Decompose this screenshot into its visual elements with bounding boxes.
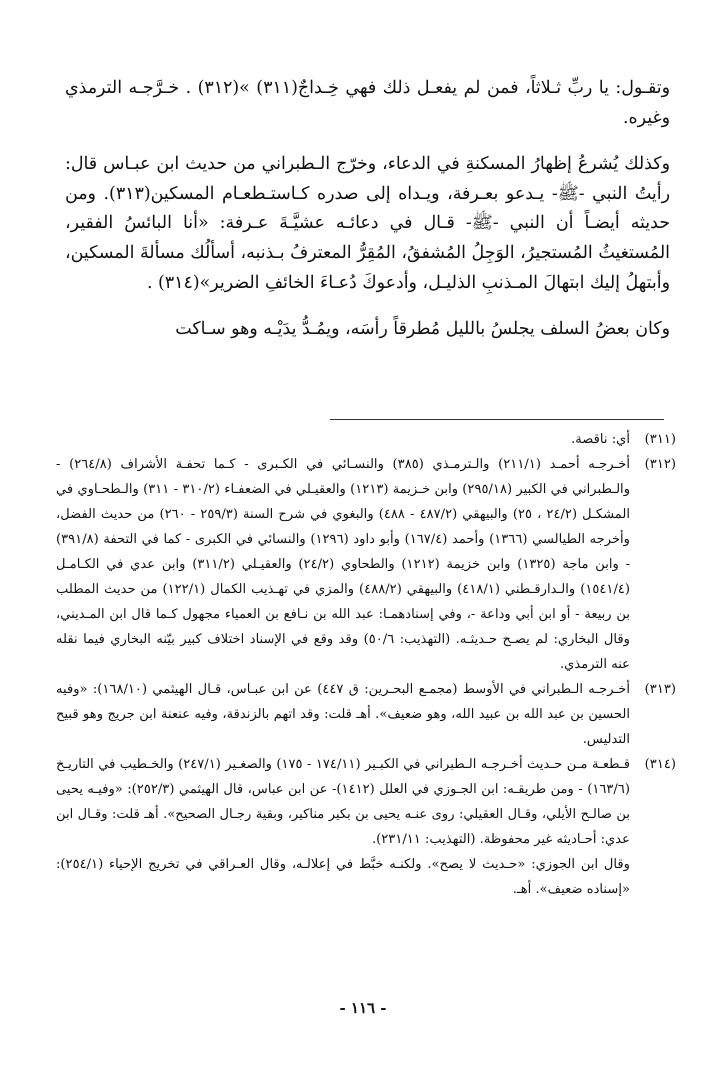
footnote-number: (٣١١) — [644, 432, 676, 447]
footnote-paragraph: قـطعـة مـن حـديث أخـرجـه الـطبراني في الكبـير (١٧٤/١١ - ١٧٥) والصغـير (٢٤٧/١) والخـطيب في التاريـخ (١٦٣/٦) - ومن طريقـه: ابن الجـوزي في العلل (١٤١٢)- عن ابن عباس، قال الهيثمي (٢٥٢/٣): «وفيـه يحيى بن صالـح الأيلي، وقـال العقيلي: روى عنـه يحيى بن بكير مناكير، وبقية رجـال الصحيح». أهـ قلت: وقـال ابن عدي: أحـاديثه غير محفوظة. (التهذيب: ٢٣١/١١). — [56, 757, 630, 847]
footnote-paragraph: وقال ابن الجوزي: «حـديث لا يصح». ولكنـه خبَّط في إعلالـه، وقال العـراقي في تخريج الإحياء (٢٥٤/١): «إسناده ضعيف». أهـ. — [56, 857, 630, 897]
footnote-number: (٣١٣) — [644, 682, 676, 697]
footnote-text — [56, 452, 630, 677]
footnote-paragraph: أخـرجـه أحمـد (٢١١/١) والـترمـذي (٣٨٥) والنسـائي في الكـبرى - كـما تحفـة الأشراف (٢٦٤/٨) - والـطبراني في الكبير (٢٩٥/١٨) وابن خـزيمة (١٢١٣) والعقيـلي في الضعفـاء (٣١٠/٢ - ٣١١) والـطحـاوي في المشكـل (٢٤/٢ ، ٢٥) والبيهقي (٤٨٧/٢ - ٤٨٨) والبغوي في شرح السنة (٢٥٩/٣ - ٢٦٠) من حديث الفضل، وأخرجه الطيالسي (١٣٦٦) وأحمد (١٦٧/٤) وأبو داود (١٢٩٦) والنسائي في الكبرى - كما في التحفة (٣٩١/٨) - وابن ماجة (١٣٢٥) وابن خزيمة (١٢١٢) والطحاوي (٢٤/٢) والعقيـلي (٣١١/٢) وابن عدي في الكـامـل (١٥٤١/٤) والـدارقـطني (٤١٨/١) والبيهقي (٤٨٨/٢) والمزي في تهـذيب الكمال (١٢٢/١) من حديث المطلب بن ربيعة - أو ابن أبي وداعة -، وفي إسنادهمـا: عبد الله بن نـافع بن العمياء مجهول كـما قال ابن المـديني، وقال البخاري: لم يصـح حـديثـه. (التهذيب: ٥٠/٦) وقد وقع في الإسناد اختلاف كبير بيّنه البخاري فيما نقله عنه الترمذي. — [56, 457, 631, 672]
main-text — [65, 74, 670, 345]
footnote-number: (٣١٢) — [644, 457, 676, 472]
footnote-text — [56, 677, 630, 752]
paragraph: وكان بعضُ السلف يجلسُ بالليل مُطرقاً رأسَه، ويمُـدُّ يدَيْـه وهو سـاكت — [175, 319, 670, 340]
footnote — [56, 452, 676, 677]
page-number: - ١١٦ - — [339, 999, 387, 1017]
footnote-separator — [330, 419, 664, 420]
footnote — [56, 427, 676, 452]
footnote-text — [56, 427, 630, 452]
footnote-number: (٣١٤) — [644, 757, 676, 772]
paragraph: وتقـول: يا ربِّ ثـلاثاً، فمن لم يفعـل ذلك فهي خِـداجٌ(٣١١) »(٣١٢) . خـرَّجـه الترمذي وغيره. — [65, 78, 670, 128]
footnote — [56, 752, 676, 902]
paragraph: وكذلك يُشرعُ إظهارُ المسكنةِ في الدعاء، وخرّج الـطبراني من حديث ابن عبـاس قال: رأيتُ النبي -ﷺ- يـدعو بعـرفة، ويـداه إلى صدره كـاستـطعـام المسكين(٣١٣). ومن حديثه أيضـاً أن النبي -ﷺ- قـال في دعائـه عشيَّـةَ عـرفة: «أنا البائسُ الفقير، المُستغيثُ المُستجيرُ، الوَجِلُ المُشفقُ، المُقِرُّ المعترفُ بـذنبه، أسألُك مسألةَ المسكين، وأبتهلُ إليك ابتهالَ المـذنبِ الذليـل، وأدعوكَ دُعـاءَ الخائفِ الضرير»(٣١٤) . — [65, 154, 670, 293]
footnote-text — [56, 752, 630, 902]
footnote — [56, 677, 676, 752]
footnotes — [56, 427, 676, 902]
footnote-paragraph: أخـرجـه الـطبراني في الأوسط (مجمـع البحـرين: ق ٤٤٧) عن ابن عبـاس، قـال الهيثمي (١٦٨/١٠): «وفيه الحسين بن عبد الله بن عبيد الله، وهو ضعيف». أهـ قلت: وقد اتهم بالزندقة، وفيه عنعنة ابن جريج وهو قبيح التدليس. — [56, 682, 630, 747]
footnote-paragraph: أي: ناقصة. — [571, 432, 630, 447]
